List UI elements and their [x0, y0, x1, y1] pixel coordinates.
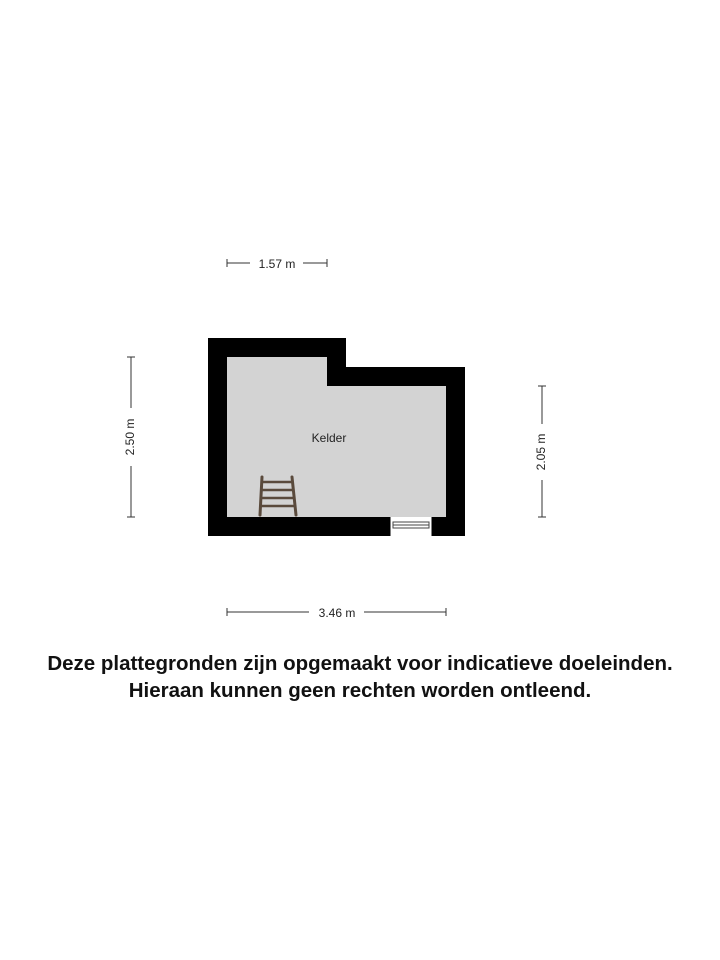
room-label: Kelder [311, 431, 347, 445]
window [390, 517, 432, 536]
dimension-top [227, 257, 327, 271]
dimension-top-label: 1.57 m [258, 257, 296, 271]
disclaimer-line-1: Deze plattegronden zijn opgemaakt voor indicatieve doeleinden. [47, 652, 673, 675]
dimension-bottom [227, 606, 446, 620]
dimension-right-label: 2.05 m [534, 433, 549, 471]
dimension-left-label: 2.50 m [123, 418, 138, 456]
dimension-left [123, 357, 137, 517]
dimension-right [534, 386, 548, 517]
dimension-bottom-label: 3.46 m [318, 606, 356, 620]
disclaimer-line-2: Hieraan kunnen geen rechten worden ontleend. [128, 679, 592, 702]
